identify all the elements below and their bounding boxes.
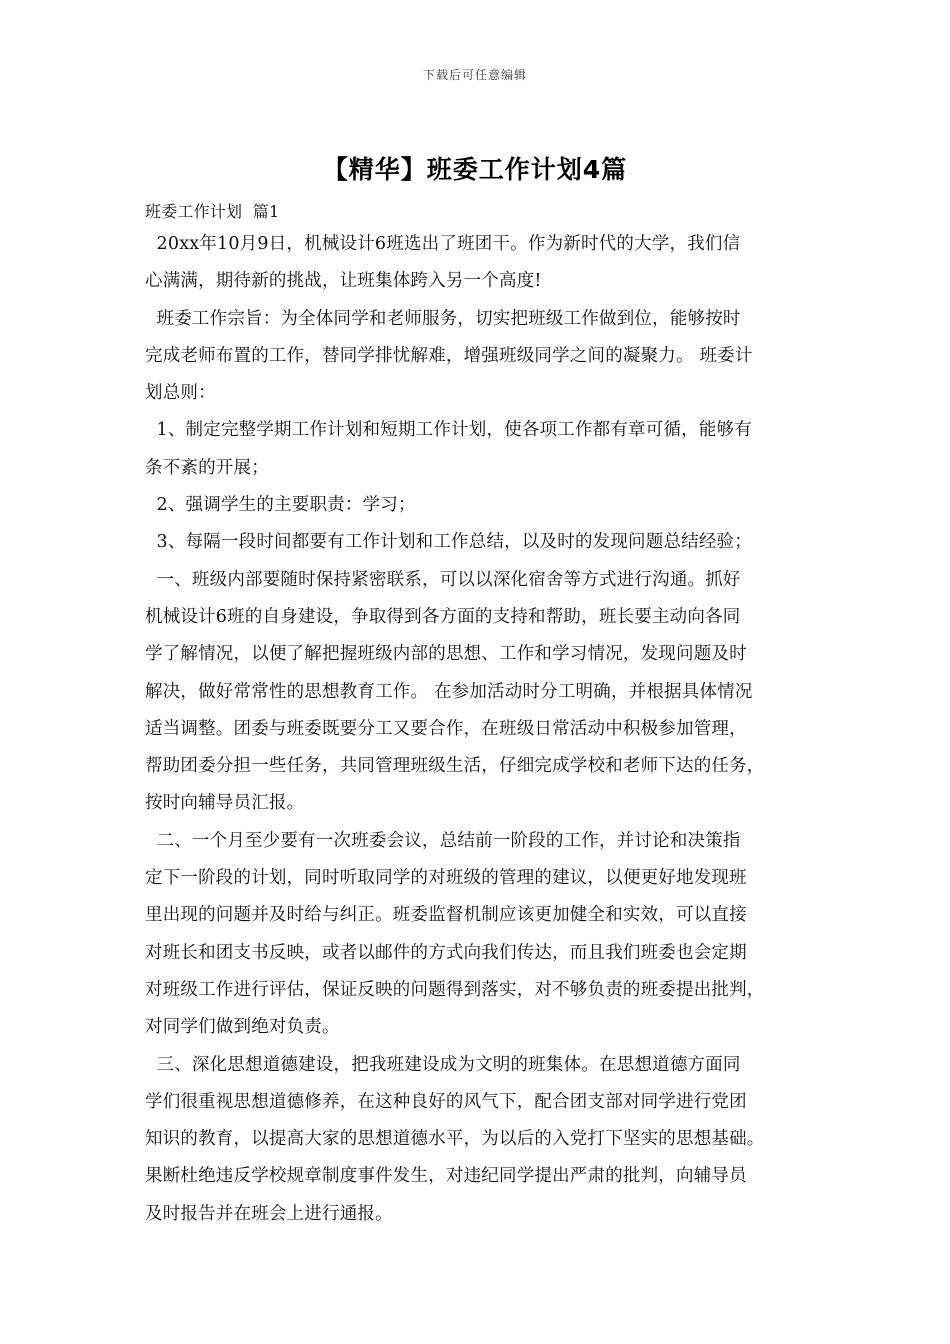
text-line: 对班长和团支书反映，或者以邮件的方式向我们传达，而且我们班委也会定期	[145, 942, 747, 963]
text-line: 二、一个月至少要有一次班委会议，总结前一阶段的工作，并讨论和决策指	[145, 830, 741, 851]
text-line: 2、强调学生的主要职责：学习；	[145, 495, 416, 516]
text-line: 1、制定完整学期工作计划和短期工作计划，使各项工作都有章可循，能够有	[145, 420, 752, 441]
text-line: 划总则：	[145, 383, 216, 404]
text-line: 班委工作宗旨：为全体同学和老师服务，切实把班级工作做到位，能够按时	[145, 308, 741, 329]
text-line: 学们很重视思想道德修养，在这种良好的风气下，配合团支部对同学进行党团	[145, 1091, 747, 1112]
text-line: 对同学们做到绝对负责。	[145, 1017, 340, 1038]
document-body	[145, 198, 815, 1233]
text-line: 里出现的问题并及时给与纠正。班委监督机制应该更加健全和实效，可以直接	[145, 905, 747, 926]
section-heading: 班委工作计划 篇1	[145, 202, 280, 221]
text-line: 果断杜绝违反学校规章制度事件发生，对违纪同学提出严肃的批判，向辅导员	[145, 1166, 747, 1187]
text-line: 适当调整。团委与班委既要分工又要合作，在班级日常活动中积极参加管理，	[145, 718, 747, 739]
header-note: 下载后可任意编辑	[422, 68, 527, 82]
text-line: 及时报告并在班会上进行通报。	[145, 1203, 393, 1224]
text-line: 定下一阶段的计划，同时听取同学的对班级的管理的建议，以便更好地发现班	[145, 868, 747, 889]
text-line: 对班级工作进行评估，保证反映的问题得到落实，对不够负责的班委提出批判，	[145, 979, 765, 1000]
text-line: 三、深化思想道德建设，把我班建设成为文明的班集体。在思想道德方面同	[145, 1054, 741, 1075]
text-line: 3、每隔一段时间都要有工作计划和工作总结，以及时的发现问题总结经验；	[145, 532, 752, 553]
text-line: 条不紊的开展；	[145, 457, 269, 478]
text-line: 知识的教育，以提高大家的思想道德水平，为以后的入党打下坚实的思想基础。	[145, 1129, 765, 1150]
paragraph-lines	[145, 226, 815, 1233]
text-line: 帮助团委分担一些任务，共同管理班级生活，仔细完成学校和老师下达的任务，	[145, 756, 765, 777]
text-line: 一、班级内部要随时保持紧密联系，可以以深化宿舍等方式进行沟通。抓好	[145, 569, 741, 590]
text-line: 20xx年10月9日，机械设计6班选出了班团干。作为新时代的大学，我们信	[145, 234, 741, 254]
document-title: 【精华】班委工作计划4篇	[322, 155, 628, 184]
text-line: 心满满，期待新的挑战，让班集体跨入另一个高度!	[145, 271, 542, 292]
text-line: 按时向辅导员汇报。	[145, 793, 305, 814]
text-line: 解决，做好常常性的思想教育工作。 在参加活动时分工明确，并根据具体情况	[145, 681, 753, 702]
text-line: 完成老师布置的工作，替同学排忧解难，增强班级同学之间的凝聚力。 班委计	[145, 345, 753, 366]
text-line: 学了解情况，以便了解把握班级内部的思想、工作和学习情况，发现问题及时	[145, 644, 747, 665]
text-line: 机械设计6班的自身建设，争取得到各方面的支持和帮助，班长要主动向各同	[145, 606, 741, 627]
